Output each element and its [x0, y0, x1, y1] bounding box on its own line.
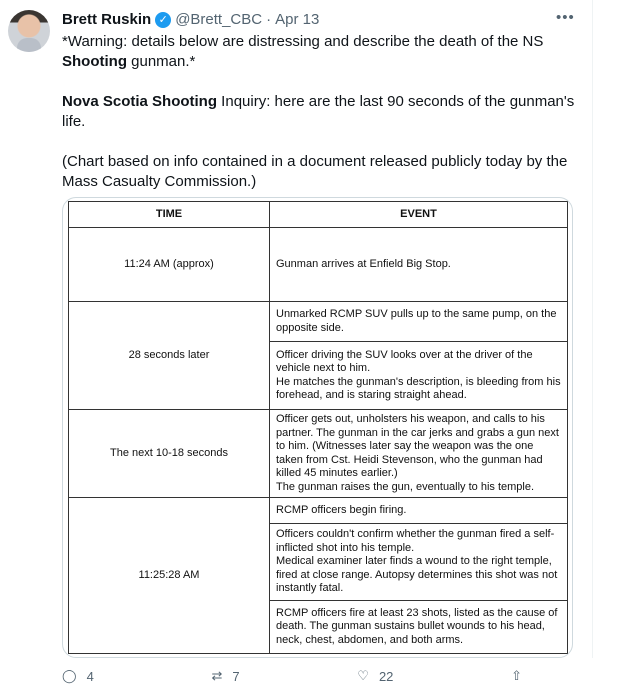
time-cell: 11:25:28 AM — [69, 498, 270, 654]
highlight: Nova Scotia Shooting — [62, 93, 218, 110]
retweet-count: 7 — [232, 668, 240, 684]
text: Inquiry: here are the last 90 seconds of the gunman's life. — [62, 93, 575, 130]
header-event: EVENT — [270, 202, 568, 228]
highlight: Shooting — [62, 53, 127, 70]
verified-badge-icon: ✓ — [155, 12, 171, 28]
retweet-icon: ⇄ — [211, 668, 223, 683]
reply-icon: ◯ — [62, 668, 77, 683]
tweet-body — [62, 32, 587, 684]
event-cell: RCMP officers fire at least 23 shots, listed as the cause of death. The gunman sustains bullet wounds to his head, neck, chest, abdomen, and both arms. — [270, 601, 568, 654]
like-button[interactable] — [357, 668, 393, 684]
tweet-text — [62, 32, 587, 192]
avatar[interactable] — [8, 10, 50, 52]
text: *Warning: details below are distressing and describe the death of the NS — [62, 33, 544, 50]
like-count: 22 — [378, 668, 394, 684]
tweet-date[interactable]: Apr 13 — [275, 11, 320, 28]
more-options-icon[interactable]: ••• — [556, 9, 575, 26]
text: gunman.* — [126, 53, 196, 70]
timeline-table — [68, 201, 568, 654]
source-paragraph: (Chart based on info contained in a document released publicly today by the Mass Casualty Commission.) — [62, 153, 568, 190]
share-icon: ⇧ — [511, 668, 522, 683]
separator: · — [266, 11, 272, 28]
table-row — [69, 228, 568, 302]
author-name[interactable]: Brett Ruskin — [62, 11, 152, 28]
event-cell: Unmarked RCMP SUV pulls up to the same pump, on the opposite side. — [270, 302, 568, 342]
header-time: TIME — [69, 202, 270, 228]
reply-button[interactable] — [62, 668, 94, 684]
author-handle[interactable]: @Brett_CBC — [175, 11, 263, 28]
column-divider — [592, 0, 593, 658]
reply-count: 4 — [86, 668, 94, 684]
event-cell: RCMP officers begin firing. — [270, 498, 568, 524]
warning-paragraph — [62, 32, 587, 72]
time-cell: 28 seconds later — [69, 302, 270, 410]
table-row — [69, 498, 568, 524]
retweet-button[interactable] — [211, 668, 239, 684]
tweet-header — [62, 11, 319, 28]
tweet-actions — [62, 668, 522, 684]
event-cell: Officer gets out, unholsters his weapon, and calls to his partner. The gunman in the car jerks and grabs a gun next to him. (Witnesses later say the weapon was the one taken from Cst. Heidi Stevenson, who the gunman had killed 45 minutes earlier.) The gunman raises the gun, eventually to his temple. — [270, 410, 568, 498]
event-cell: Gunman arrives at Enfield Big Stop. — [270, 228, 568, 302]
time-cell: The next 10-18 seconds — [69, 410, 270, 498]
table-row — [69, 410, 568, 498]
event-cell: Officer driving the SUV looks over at the driver of the vehicle next to him. He matches the gunman's description, is bleeding from his forehead, and is staring straight ahead. — [270, 342, 568, 410]
time-cell: 11:24 AM (approx) — [69, 228, 270, 302]
table-header-row — [69, 202, 568, 228]
intro-paragraph — [62, 92, 587, 132]
tweet-image[interactable] — [62, 197, 573, 658]
table-row — [69, 302, 568, 342]
event-cell: Officers couldn't confirm whether the gunman fired a self-inflicted shot into his temple. Medical examiner later finds a wound to the right temple, fired at close range. Autopsy determines this shot was not instantly fatal. — [270, 524, 568, 601]
heart-icon: ♡ — [357, 668, 369, 683]
share-button[interactable] — [511, 668, 522, 684]
